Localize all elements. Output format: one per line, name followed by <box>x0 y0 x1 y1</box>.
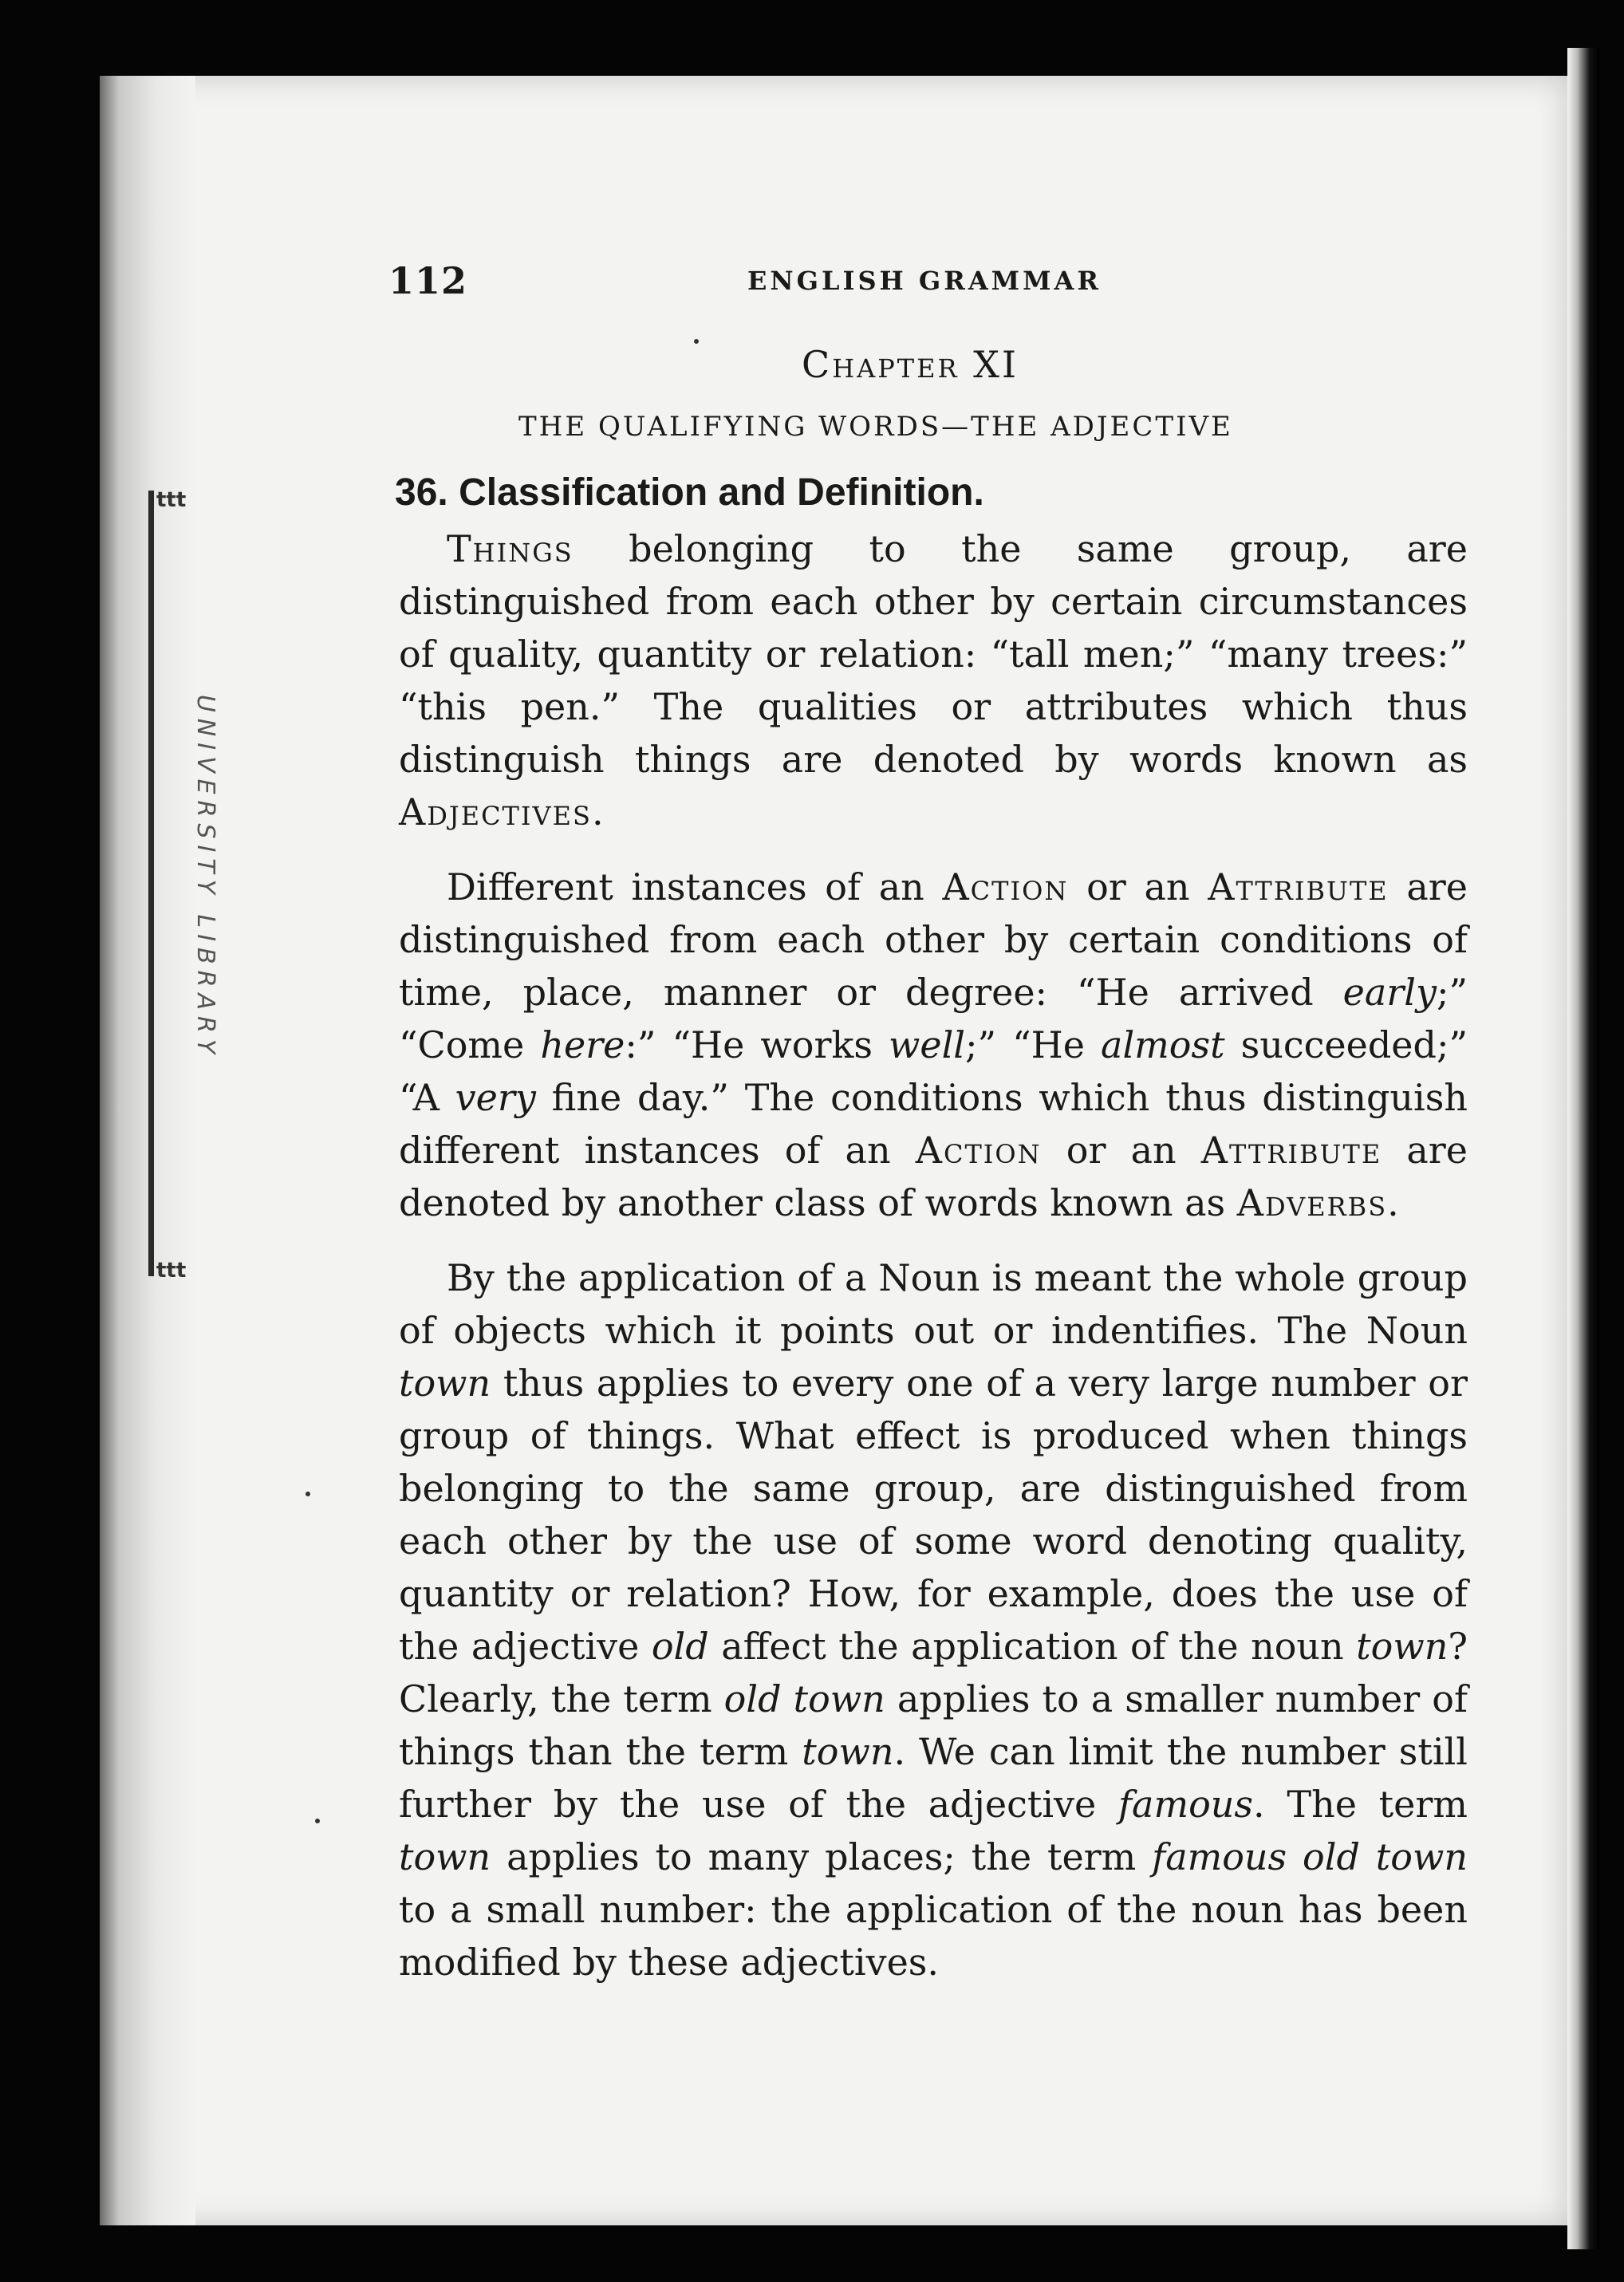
paragraph-text: Different instances of an <box>447 865 943 908</box>
paragraph-text: thus applies to every one of a very large number or group of things. What effect is produced when things belonging to the same group, are distinguished from each other by the use of some word denoting quality, quantity or relation? How, for example, does the use of the adjective <box>399 1362 1468 1668</box>
scan-speck <box>315 1819 320 1823</box>
paragraph-text: or an <box>1068 865 1208 908</box>
example-word: town <box>399 1835 491 1878</box>
paragraph-text: . <box>591 790 604 834</box>
running-title: ENGLISH GRAMMAR <box>747 266 1102 296</box>
scan-speck <box>694 339 699 344</box>
body-text <box>399 522 1468 2011</box>
paragraph-text: By the application of a Noun is meant the whole group of objects which it points out or indentifies. The Noun <box>399 1256 1468 1352</box>
paragraph-text: belonging to the same group, are distinguished from each other by certain circumstances of quality, quantity or relation: “tall men;” “many trees:” “this pen.” The qualities or attributes which thus distinguish things are denoted by words known as <box>399 527 1468 781</box>
example-word: town <box>802 1730 894 1773</box>
paragraph-text: to a small number: the application of the noun has been modified by these adjectives. <box>399 1888 1468 1984</box>
paragraph-text: fine day.” The conditions which thus distinguish different instances of an <box>399 1076 1468 1172</box>
paragraph-text: are denoted by another class of words known as <box>399 1129 1468 1224</box>
example-word: well <box>889 1023 966 1066</box>
paragraph-text: . <box>1387 1181 1399 1224</box>
term-adverbs: Adverbs <box>1236 1181 1388 1224</box>
paragraph-text: :” “He works <box>625 1023 889 1066</box>
example-word: town <box>399 1362 491 1405</box>
paragraph-text: or an <box>1041 1129 1201 1172</box>
library-stamp-text: UNIVERSITY LIBRARY <box>191 694 219 1061</box>
running-head <box>388 259 1537 307</box>
chapter-heading: Chapter XI <box>802 343 1019 386</box>
chapter-title: THE QUALIFYING WORDS—THE ADJECTIVE <box>518 411 1233 443</box>
stamp-mark-top: ttt <box>156 488 187 512</box>
term-attribute: Attribute <box>1200 1129 1382 1172</box>
paragraph-adverbs <box>399 861 1468 1229</box>
page-binding-edge <box>100 76 195 2225</box>
paragraph-text: . We can limit the number still further by the use of the adjective <box>399 1730 1468 1826</box>
example-word: early <box>1342 971 1437 1014</box>
term-action: Action <box>942 865 1069 908</box>
term-attribute: Attribute <box>1208 865 1389 908</box>
term-action: Action <box>915 1129 1042 1172</box>
paragraph-text: applies to many places; the term <box>491 1835 1153 1878</box>
example-word: here <box>540 1023 625 1066</box>
example-word: famous old town <box>1152 1835 1468 1878</box>
paragraph-application <box>399 1251 1468 1988</box>
section-heading: 36. Classification and Definition. <box>395 471 984 514</box>
example-word: very <box>455 1076 536 1119</box>
paragraph-text: . The term <box>1253 1783 1468 1826</box>
page-number: 112 <box>388 259 468 302</box>
example-word: town <box>1356 1625 1449 1668</box>
paragraph-adjectives <box>399 522 1468 838</box>
example-word: almost <box>1101 1023 1225 1066</box>
paragraph-text: succeeded;” “A <box>399 1023 1468 1119</box>
paragraph-text: ? Clearly, the term <box>399 1625 1468 1720</box>
stamp-mark-bottom: ttt <box>156 1259 187 1283</box>
example-word: old town <box>723 1677 885 1720</box>
example-word: old <box>651 1625 709 1668</box>
paragraph-text: ;” “Come <box>399 971 1468 1066</box>
paragraph-text: applies to a smaller number of things than the term <box>399 1677 1468 1773</box>
paragraph-text: are distinguished from each other by certain conditions of time, place, manner or degree: “He arrived <box>399 865 1468 1014</box>
paragraph-text: affect the application of the noun <box>708 1625 1357 1668</box>
paragraph-lead-word: Things <box>447 527 574 570</box>
library-stamp-bar <box>148 491 154 1276</box>
term-adjectives: Adjectives <box>399 790 592 834</box>
example-word: famous <box>1118 1783 1254 1826</box>
scan-speck <box>305 1492 310 1496</box>
paragraph-text: ;” “He <box>965 1023 1102 1066</box>
page-right-edge <box>1567 48 1599 2249</box>
